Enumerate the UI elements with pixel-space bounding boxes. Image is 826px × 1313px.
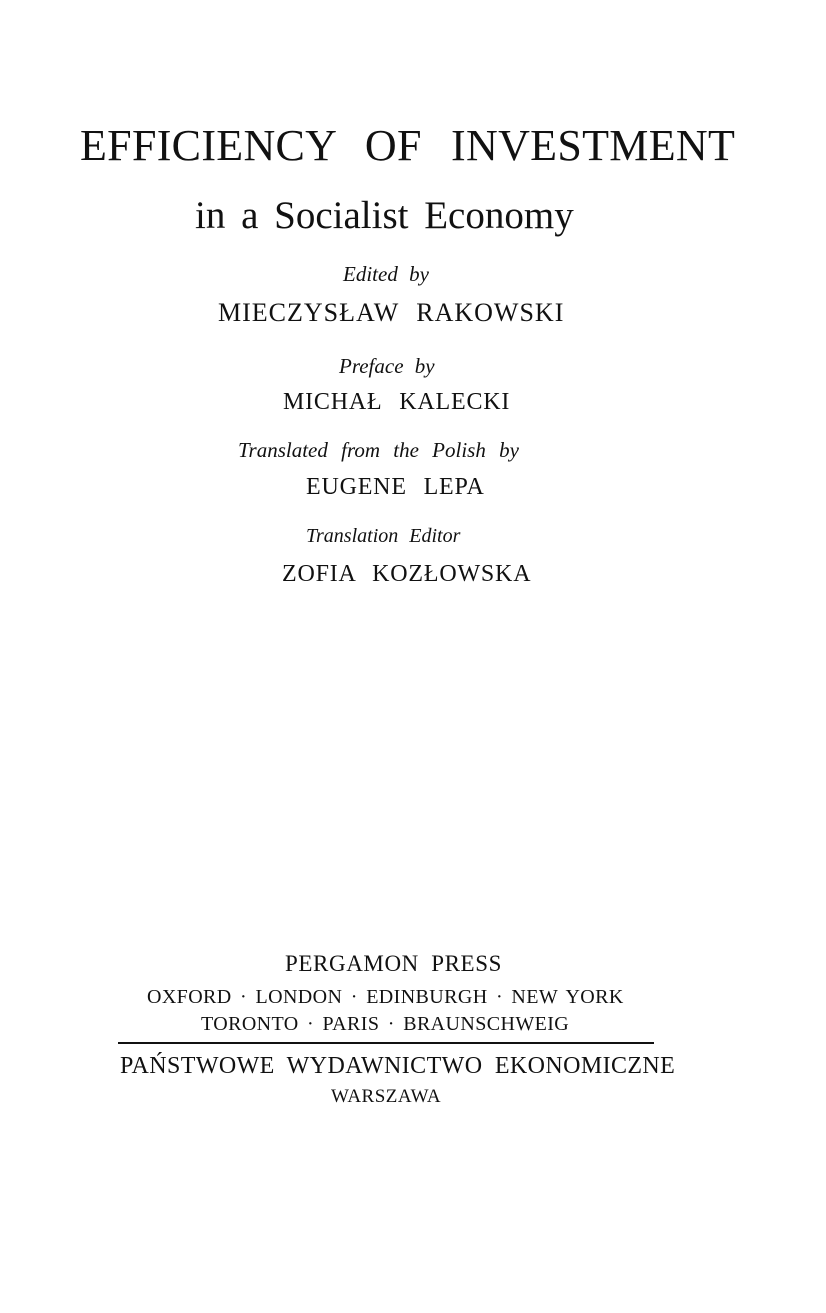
- preface-by-label: Preface by: [339, 354, 435, 378]
- edited-by-label: Edited by: [343, 262, 429, 286]
- translator-name: EUGENE LEPA: [306, 474, 485, 500]
- imprint-divider: [118, 1042, 654, 1044]
- preface-author-name: MICHAŁ KALECKI: [283, 389, 511, 415]
- publisher-cities-line-2: TORONTO · PARIS · BRAUNSCHWEIG: [201, 1013, 570, 1035]
- translation-editor-name: ZOFIA KOZŁOWSKA: [282, 561, 532, 587]
- book-subtitle: in a Socialist Economy: [195, 194, 574, 237]
- translation-editor-label: Translation Editor: [306, 525, 461, 547]
- co-publisher-name: PAŃSTWOWE WYDAWNICTWO EKONOMICZNE: [120, 1053, 676, 1079]
- translated-by-label: Translated from the Polish by: [238, 438, 519, 462]
- book-title: EFFICIENCY OF INVESTMENT: [80, 121, 736, 170]
- publisher-cities-line-1: OXFORD · LONDON · EDINBURGH · NEW YORK: [147, 986, 624, 1008]
- co-publisher-city: WARSZAWA: [331, 1086, 442, 1107]
- editor-name: MIECZYSŁAW RAKOWSKI: [218, 298, 565, 327]
- publisher-name: PERGAMON PRESS: [285, 951, 502, 976]
